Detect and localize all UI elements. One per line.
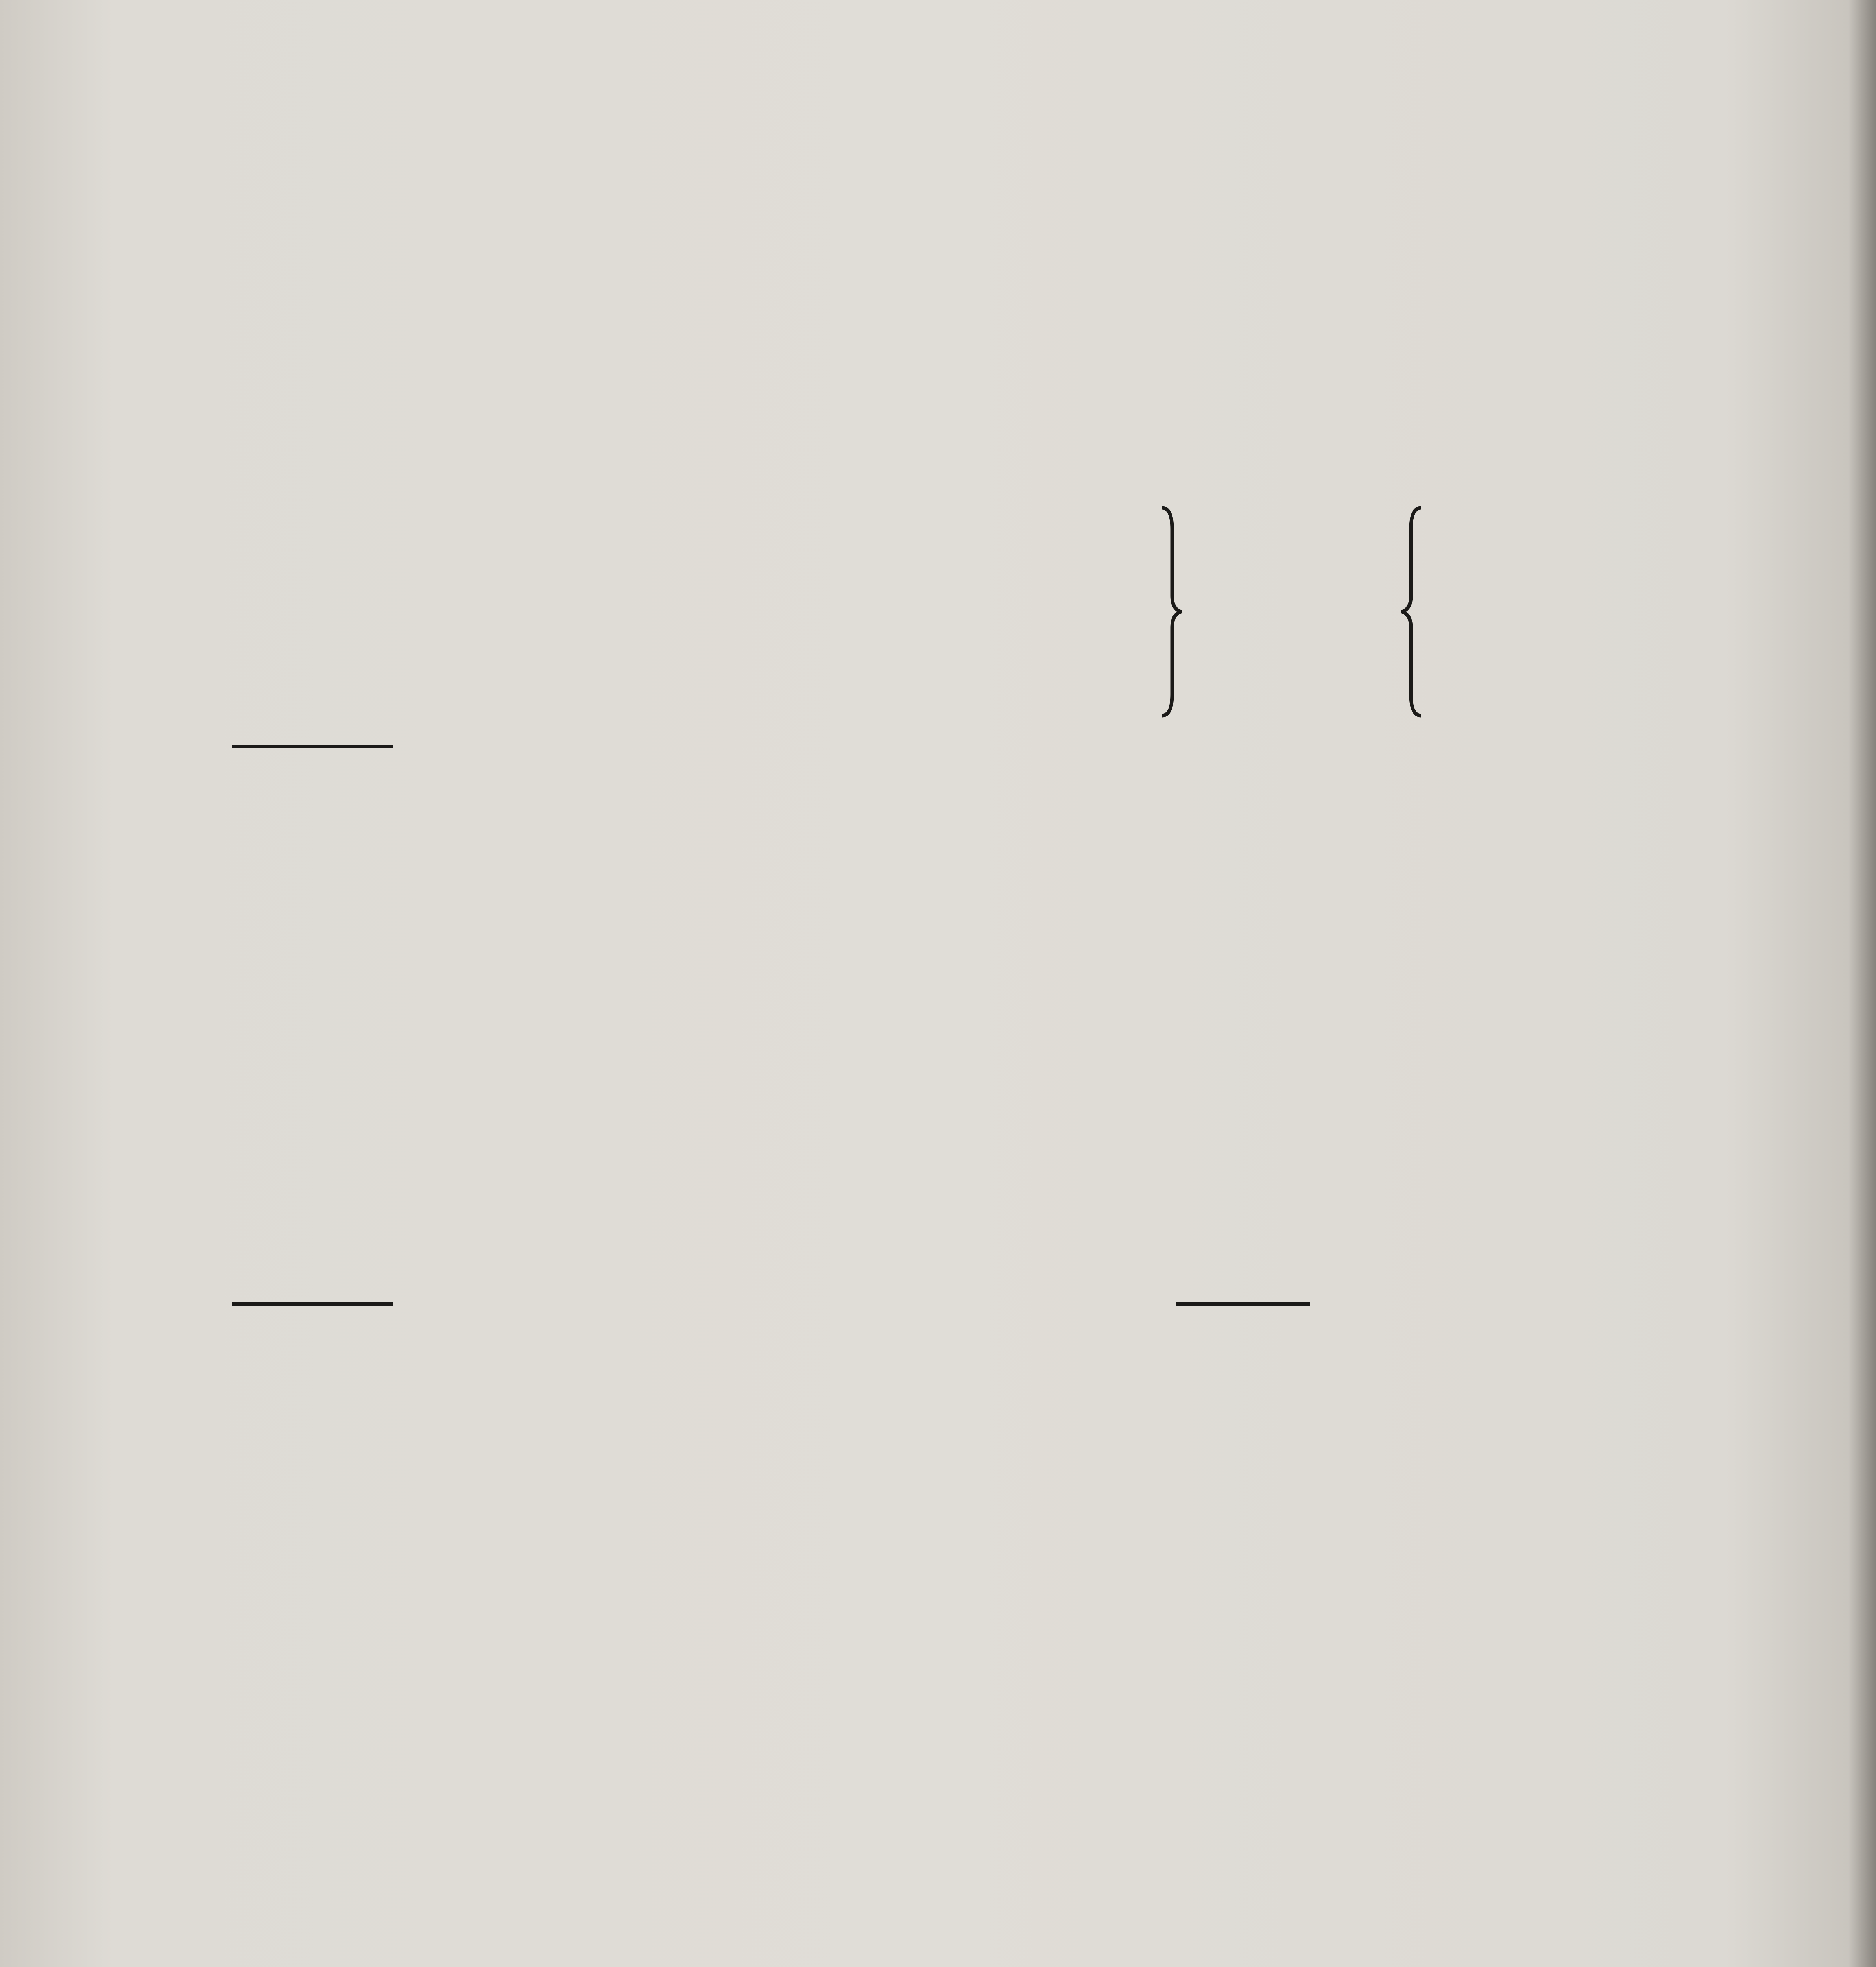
brace-right-icon bbox=[1159, 506, 1182, 718]
total-rule bbox=[232, 1302, 393, 1306]
binding-shadow bbox=[1848, 0, 1876, 1967]
total-rule bbox=[232, 745, 393, 748]
brace-left-icon bbox=[1401, 506, 1424, 718]
total-rule bbox=[1176, 1302, 1310, 1306]
